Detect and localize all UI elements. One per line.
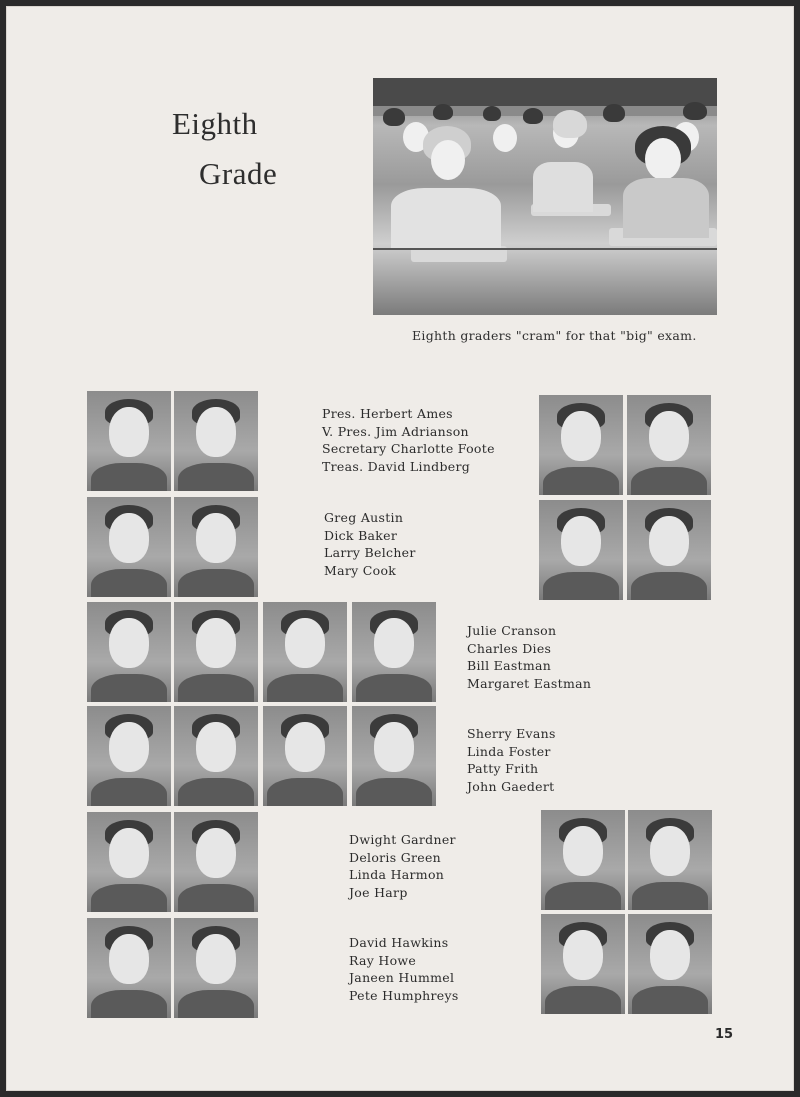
- student-name: Linda Foster: [467, 743, 551, 759]
- student-name: Julie Cranson: [467, 623, 557, 638]
- student-portrait: [174, 918, 258, 1018]
- student-portrait: [87, 391, 171, 491]
- student-portrait: [628, 810, 712, 910]
- student-portrait: [174, 706, 258, 806]
- student-portrait: [628, 914, 712, 1014]
- student-name: V. Pres. Jim Adrianson: [322, 423, 469, 439]
- page-title-line1: Eighth: [172, 106, 258, 141]
- student-portrait: [539, 500, 623, 600]
- student-portrait: [174, 812, 258, 912]
- student-name: Patty Frith: [467, 761, 539, 777]
- student-portrait: [539, 395, 623, 495]
- student-name: Margaret Eastman: [467, 675, 592, 691]
- student-portrait: [174, 602, 258, 702]
- officers-name-list: [322, 405, 495, 475]
- student-portrait: [263, 706, 347, 806]
- student-name: Sherry Evans: [467, 726, 556, 741]
- student-name: David Hawkins: [349, 935, 449, 950]
- student-portrait: [352, 602, 436, 702]
- student-portrait: [87, 918, 171, 1018]
- student-portrait: [174, 391, 258, 491]
- student-portrait: [352, 706, 436, 806]
- student-portrait: [174, 497, 258, 597]
- page-title-line2: Grade: [199, 156, 278, 191]
- photo-caption: Eighth graders "cram" for that "big" exam.: [412, 328, 697, 343]
- student-name: Secretary Charlotte Foote: [322, 441, 495, 457]
- student-portrait: [87, 497, 171, 597]
- student-name-list: [349, 831, 456, 901]
- student-name-list: [349, 934, 459, 1004]
- student-portrait: [627, 500, 711, 600]
- student-portrait: [87, 602, 171, 702]
- classroom-photo: [373, 78, 717, 315]
- student-portrait: [627, 395, 711, 495]
- student-name-list: [467, 725, 556, 795]
- student-portrait: [541, 914, 625, 1014]
- student-name: Linda Harmon: [349, 867, 445, 883]
- student-name: Dwight Gardner: [349, 832, 456, 847]
- student-name: Deloris Green: [349, 849, 442, 865]
- student-name: Dick Baker: [324, 527, 398, 543]
- student-name: Pete Humphreys: [349, 987, 459, 1003]
- student-name: Treas. David Lindberg: [322, 458, 471, 474]
- student-portrait: [541, 810, 625, 910]
- student-name: Pres. Herbert Ames: [322, 406, 453, 421]
- student-name: Joe Harp: [349, 884, 408, 900]
- student-name: Bill Eastman: [467, 658, 552, 674]
- student-name: John Gaedert: [467, 778, 555, 794]
- student-portrait: [87, 812, 171, 912]
- student-name: Janeen Hummel: [349, 970, 455, 986]
- student-name: Charles Dies: [467, 640, 552, 656]
- student-name-list: [467, 622, 591, 692]
- student-name-list: [324, 509, 416, 579]
- student-portrait: [263, 602, 347, 702]
- page-number: 15: [715, 1027, 734, 1042]
- student-name: Greg Austin: [324, 510, 404, 525]
- student-name: Larry Belcher: [324, 545, 416, 561]
- yearbook-page: [6, 6, 794, 1091]
- student-name: Mary Cook: [324, 562, 397, 578]
- student-portrait: [87, 706, 171, 806]
- student-name: Ray Howe: [349, 952, 417, 968]
